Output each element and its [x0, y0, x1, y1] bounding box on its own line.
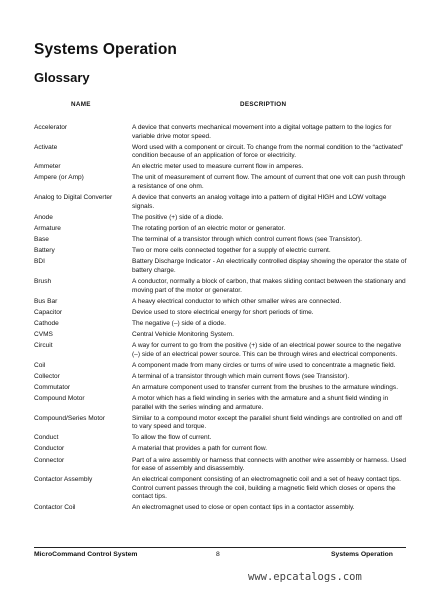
glossary-description: Word used with a component or circuit. To change from the normal condition to the “activated” condition because of an application of force or electricity. [132, 143, 404, 160]
glossary-term: Ammeter [34, 163, 61, 171]
glossary-term: Bus Bar [34, 297, 58, 305]
glossary-row [34, 194, 408, 211]
glossary-description: A terminal of a transistor through which main current flows (see Transistor). [132, 372, 350, 380]
glossary-term: Conductor [34, 445, 65, 453]
glossary-term: Activate [34, 143, 58, 151]
page-title: Systems Operation [34, 41, 177, 58]
glossary-row [34, 434, 408, 443]
glossary-row [34, 258, 408, 275]
glossary-term: Circuit [34, 341, 53, 349]
glossary-description: Battery Discharge Indicator - An electrically controlled display showing the operator the state of battery charge. [132, 258, 407, 274]
glossary-description: A way for current to go from the positive (+) side of an electrical power source to the negative (–) side of an electrical power source. This can be through wires and electrical components. [132, 341, 402, 358]
glossary-row [34, 445, 408, 454]
glossary-description: A heavy electrical conductor to which other smaller wires are connected. [132, 297, 342, 305]
glossary-term: Compound Motor [34, 394, 85, 402]
glossary-row [34, 373, 408, 382]
glossary-description: A conductor, normally a block of carbon, that makes sliding contact between the stationary and moving part of the motor or generator. [132, 277, 406, 294]
glossary-row [34, 144, 408, 161]
glossary-term: Conduct [34, 434, 59, 442]
column-header-description: DESCRIPTION [240, 101, 287, 108]
glossary-term: Compound/Series Motor [34, 414, 105, 422]
glossary-description: An electric meter used to measure current flow in amperes. [132, 163, 304, 171]
glossary-row [34, 504, 408, 513]
glossary-term: Analog to Digital Converter [34, 194, 113, 202]
glossary-description: An armature component used to transfer current from the brushes to the armature windings. [132, 383, 399, 391]
glossary-row [34, 247, 408, 256]
glossary-description: The terminal of a transistor through which control current flows (see Transistor). [132, 236, 362, 244]
watermark: www.epcatalogs.com [248, 571, 362, 583]
glossary-term: Armature [34, 224, 61, 232]
glossary-term: Commutator [34, 383, 71, 391]
glossary-row [34, 342, 408, 359]
glossary-description: The positive (+) side of a diode. [132, 213, 224, 221]
glossary-row [34, 124, 408, 141]
page-number: 8 [216, 551, 220, 558]
glossary-term: Brush [34, 277, 52, 285]
glossary-description: Similar to a compound motor except the parallel shunt field windings are controlled on and off to vary speed and torque. [132, 414, 402, 431]
footer-divider [34, 547, 406, 548]
glossary-row [34, 309, 408, 318]
glossary-term: Contactor Assembly [34, 476, 93, 484]
glossary-row [34, 225, 408, 234]
glossary-term: Cathode [34, 319, 59, 327]
glossary-row [34, 214, 408, 223]
glossary-row [34, 174, 408, 191]
glossary-row [34, 476, 408, 502]
section-title: Glossary [34, 70, 90, 85]
glossary-term: Capacitor [34, 308, 63, 316]
glossary-row [34, 362, 408, 371]
glossary-term: Collector [34, 372, 60, 380]
glossary-term: Anode [34, 213, 53, 221]
glossary-term: Base [34, 236, 49, 244]
glossary-description: Central Vehicle Monitoring System. [132, 330, 234, 338]
glossary-description: The rotating portion of an electric motor or generator. [132, 224, 286, 232]
glossary-table [34, 124, 408, 516]
glossary-row [34, 384, 408, 393]
glossary-row [34, 298, 408, 307]
glossary-description: An electromagnet used to close or open contact tips in a contactor assembly. [132, 504, 355, 512]
glossary-row [34, 415, 408, 432]
glossary-term: Ampere (or Amp) [34, 174, 84, 182]
glossary-row [34, 331, 408, 340]
column-header-name: NAME [71, 101, 91, 108]
glossary-description: An electrical component consisting of an electromagnetic coil and a set of heavy contact tips. Control current passes through the coil, building a magnetic field which closes or opens the contact tips. [132, 476, 401, 501]
glossary-row [34, 278, 408, 295]
glossary-description: The negative (–) side of a diode. [132, 319, 226, 327]
glossary-row [34, 395, 408, 412]
glossary-term: Contactor Coil [34, 504, 76, 512]
glossary-row [34, 320, 408, 329]
glossary-description: Device used to store electrical energy for short periods of time. [132, 308, 314, 316]
footer-manual-title: MicroCommand Control System [34, 551, 138, 558]
glossary-term: Connector [34, 456, 65, 464]
glossary-description: A device that converts mechanical movement into a digital voltage pattern to the logics for variable drive motor speed. [132, 124, 392, 140]
glossary-term: Coil [34, 361, 46, 369]
footer-section-title: Systems Operation [331, 551, 393, 558]
glossary-row [34, 457, 408, 474]
glossary-term: Accelerator [34, 124, 68, 131]
glossary-description: To allow the flow of current. [132, 434, 212, 442]
glossary-description: A component made from many circles or turns of wire used to concentrate a magnetic field. [132, 361, 396, 369]
glossary-description: A material that provides a path for current flow. [132, 445, 268, 453]
glossary-description: A motor which has a field winding in series with the armature and a shunt field winding in parallel with the series winding and armature. [132, 394, 389, 411]
glossary-description: Part of a wire assembly or harness that connects with another wire assembly or harness. Used for ease of assembly and disassembly. [132, 456, 407, 473]
glossary-description: A device that converts an analog voltage into a pattern of digital HIGH and LOW voltage signals. [132, 194, 387, 210]
glossary-term: Battery [34, 247, 55, 255]
glossary-term: BDI [34, 258, 45, 266]
glossary-description: The unit of measurement of current flow. The amount of current that one volt can push through a resistance of one ohm. [132, 174, 406, 191]
glossary-row [34, 236, 408, 245]
glossary-row [34, 163, 408, 172]
glossary-term: CVMS [34, 330, 53, 338]
glossary-description: Two or more cells connected together for a supply of electric current. [132, 247, 331, 255]
